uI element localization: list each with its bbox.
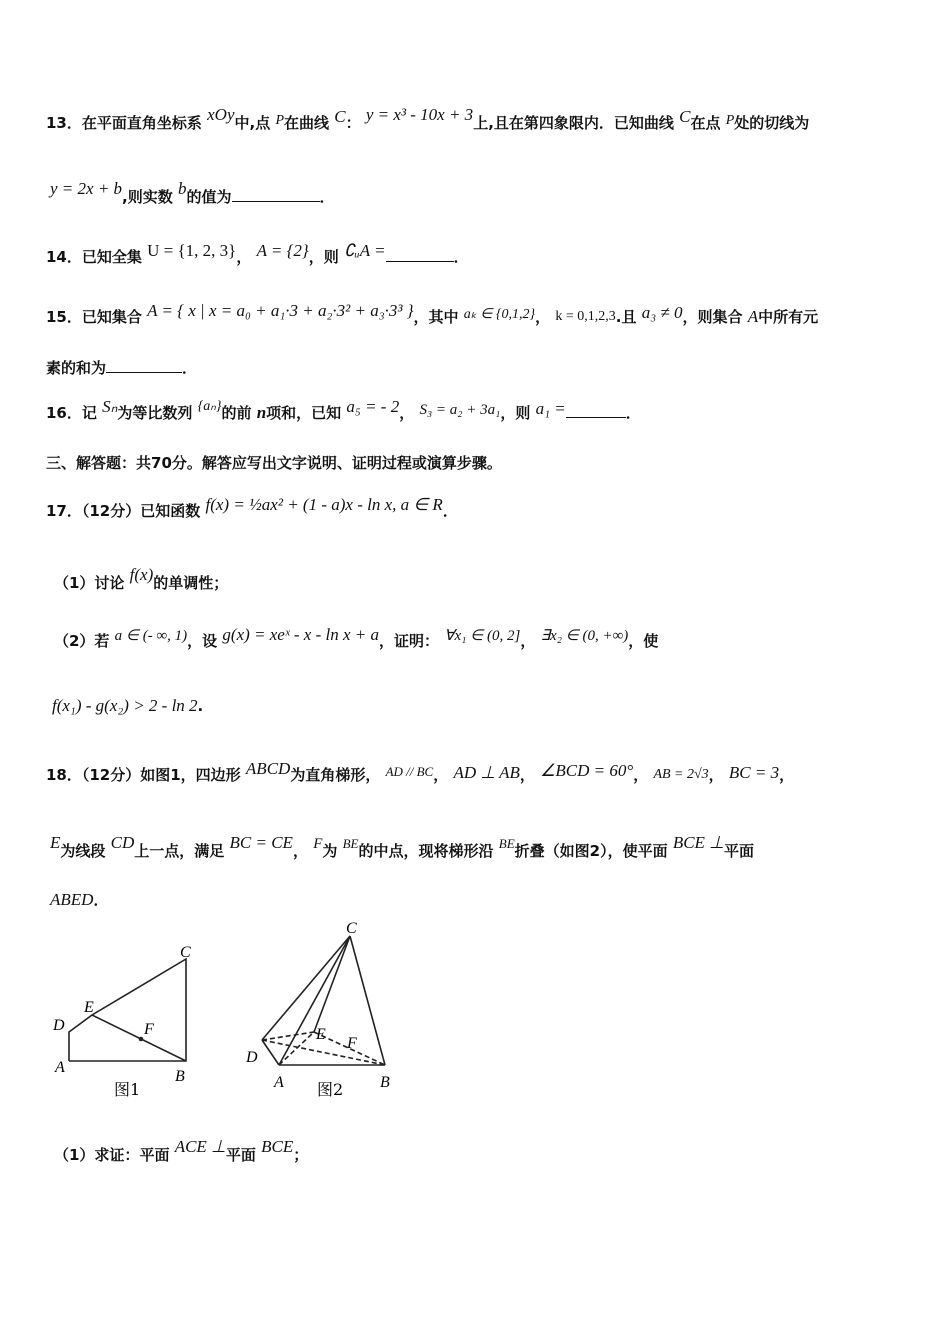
q15-line1: 15．已知集合 A = { x | x = a₀ + a₁·3 + a₂·3² + a₃·3³ }，其中 aₖ ∈ {0,1,2}， k = 0,1,2,3.且 a₃ ≠ 0，则集合 A中所有元: [46, 301, 819, 326]
answer-blank: [232, 187, 320, 202]
q14-line: 14．已知全集 U = {1, 2, 3}， A = {2}，则 ∁ᵤA = ．: [46, 241, 469, 266]
q13-xoy: xOy: [207, 105, 235, 124]
q13-tangent: y = 2x + b: [50, 179, 123, 198]
figure2-edge-da: [262, 1040, 279, 1065]
q13-curve: y = x³ - 10x + 3: [365, 105, 474, 124]
figure2-edge-cd: [262, 936, 350, 1040]
q18-line1: 18．（12分）如图1，四边形 ABCD为直角梯形， AD // BC， AD ⊥ AB， ∠BCD = 60°， AB = 2√3， BC = 3，: [46, 759, 795, 784]
q18-number: 18．: [46, 766, 82, 784]
answer-blank: [106, 358, 182, 373]
figure1-caption: 图1: [114, 1080, 141, 1099]
figure2: [262, 936, 385, 1065]
q13-number: 13．: [46, 114, 82, 132]
q14-number: 14．: [46, 248, 82, 266]
figure2-label-a: A: [274, 1074, 284, 1091]
figure1-label-f: F: [144, 1021, 154, 1038]
q17-inequality: f(x₁) - g(x₂) > 2 - ln 2.: [52, 696, 204, 715]
section-heading: 三、解答题：共70分。解答应写出文字说明、证明过程或演算步骤。: [46, 454, 502, 472]
q13-line2: y = 2x + b,则实数 b的值为 ．: [50, 179, 335, 206]
q16-line: 16．记 Sₙ为等比数列 {aₙ}的前 n项和，已知 a₅ = - 2， S₃ = a₂ + 3a₁，则 a₁ = ．: [46, 397, 641, 422]
figure1-label-d: D: [53, 1017, 65, 1034]
figure2-label-e: E: [316, 1026, 326, 1043]
figure1-label-a: A: [55, 1059, 65, 1076]
q15-set: A = { x | x = a₀ + a₁·3 + a₂·3² + a₃·3³ }: [147, 301, 414, 320]
q15-line2: 素的和为 ．: [46, 359, 198, 377]
q18-part1: （1）求证：平面 ACE ⊥平面 BCE；: [54, 1137, 309, 1164]
figure2-label-b: B: [380, 1074, 390, 1091]
figure2-edge-ce: [314, 936, 350, 1032]
q17-function: f(x) = ½ax² + (1 - a)x - ln x, a ∈ R: [205, 495, 443, 514]
q18-line3: ABED．: [50, 890, 109, 909]
q16-number: 16．: [46, 404, 82, 422]
figure2-edge-ae: [279, 1032, 314, 1065]
q17-part1: （1）讨论 f(x)的单调性；: [54, 565, 229, 592]
q13-line1: 13．在平面直角坐标系 xOy中,点 P在曲线 C： y = x³ - 10x + 3上,且在第四象限内．已知曲线 C在点 P处的切线为: [46, 105, 810, 132]
figure1-label-b: B: [175, 1068, 185, 1085]
figure2-label-c: C: [346, 920, 357, 937]
q17-number: 17．: [46, 502, 82, 520]
answer-blank: [386, 247, 454, 262]
figure-area: [40, 918, 460, 1108]
q17-part2: （2）若 a ∈ (- ∞, 1)，设 g(x) = xeˣ - x - ln x + a，证明： ∀x₁ ∈ (0, 2]， ∃x₂ ∈ (0, +∞)，使: [54, 625, 659, 650]
figure2-edge-de: [262, 1032, 314, 1040]
figure2-label-f: F: [347, 1035, 357, 1052]
q15-number: 15．: [46, 308, 82, 326]
figure2-caption: 图2: [317, 1080, 344, 1099]
figure2-label-d: D: [246, 1049, 258, 1066]
figure1-label-e: E: [84, 999, 94, 1016]
answer-blank: [566, 403, 626, 418]
q18-line2: E为线段 CD上一点，满足 BC = CE， F为 BE的中点，现将梯形沿 BE折叠（如图2），使平面 BCE ⊥平面: [50, 833, 755, 860]
figure1-label-c: C: [180, 944, 191, 961]
q17-line: 17．（12分）已知函数 f(x) = ½ax² + (1 - a)x - ln x, a ∈ R．: [46, 495, 458, 520]
figure1-point-f: [139, 1037, 144, 1042]
